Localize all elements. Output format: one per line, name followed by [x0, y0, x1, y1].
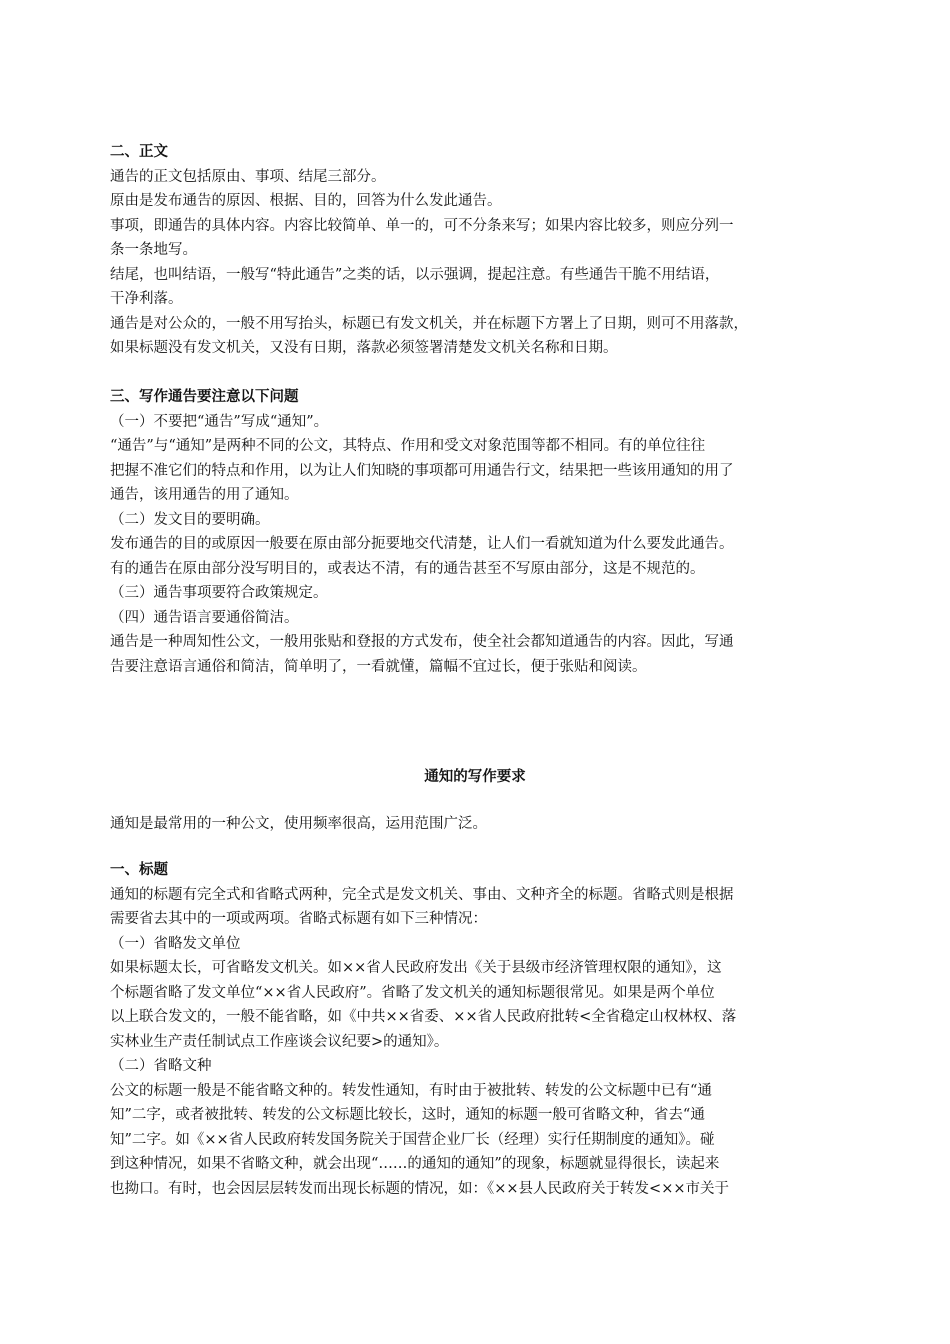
paragraph-line: 结尾，也叫结语，一般写“特此通告”之类的话，以示强调，提起注意。有些通告干脆不用结语， — [110, 266, 720, 283]
paragraph-line: 通告是一种周知性公文，一般用张贴和登报的方式发布，使全社会都知道通告的内容。因此，写通 — [110, 634, 734, 650]
paragraph-line: 干净利落。 — [110, 291, 183, 307]
spacer — [110, 679, 840, 765]
paragraph-line: 到这种情况，如果不省略文种，就会出现“……的通知的通知”的现象，标题就显得很长，读起来 — [110, 1156, 720, 1172]
paragraph-line: 条一条地写。 — [110, 242, 197, 258]
paragraph-line: 知”二字。如《××省人民政府转发国务院关于国营企业厂长（经理）实行任期制度的通知》。碰 — [110, 1131, 715, 1148]
paragraph-line: （四）通告语言要通俗简洁。 — [110, 609, 299, 626]
spacer — [110, 361, 840, 386]
paragraph-line: 需要省去其中的一项或两项。省略式标题有如下三种情况： — [110, 911, 487, 927]
paragraph-line: 实林业生产责任制试点工作座谈会议纪要>的通知》。 — [110, 1033, 449, 1050]
paragraph-line: 也拗口。有时，也会因层层转发而出现长标题的情况，如：《××县人民政府关于转发<××市关于 — [110, 1180, 729, 1197]
paragraph-line: 通告是对公众的，一般不用写抬头，标题已有发文机关，并在标题下方署上了日期，则可不用落款， — [110, 315, 748, 332]
paragraph-line: 以上联合发文的，一般不能省略，如《中共××省委、××省人民政府批转<全省稳定山权林权、落 — [110, 1009, 737, 1025]
paragraph-line: 告要注意语言通俗和简洁，简单明了，一看就懂，篇幅不宜过长，便于张贴和阅读。 — [110, 658, 647, 675]
paragraph-line: 如果标题没有发文机关，又没有日期，落款必须签署清楚发文机关名称和日期。 — [110, 340, 618, 356]
section-heading: 三、写作通告要注意以下问题 — [110, 389, 299, 405]
intro-line: 通知是最常用的一种公文，使用频率很高，运用范围广泛。 — [110, 815, 487, 832]
section-heading: 二、正文 — [110, 144, 168, 160]
paragraph-line: 通告，该用通告的用了通知。 — [110, 487, 299, 503]
paragraph-line: （二）省略文种 — [110, 1058, 212, 1074]
section-heading: 一、标题 — [110, 862, 168, 878]
paragraph-line: 把握不准它们的特点和作用，以为让人们知晓的事项都可用通告行文，结果把一些该用通知的用了 — [110, 462, 734, 479]
paragraph-line: （一）省略发文单位 — [110, 935, 241, 952]
paragraph-line: 公文的标题一般是不能省略文种的。转发性通知，有时由于被批转、转发的公文标题中已有“通 — [110, 1082, 712, 1099]
paragraph-line: “通告”与“通知”是两种不同的公文，其特点、作用和受文对象范围等都不相同。有的单位往往 — [110, 438, 706, 454]
paragraph-line: 知”二字，或者被批转、转发的公文标题比较长，这时，通知的标题一般可省略文种，省去“通 — [110, 1107, 705, 1123]
paragraph-line: （三）通告事项要符合政策规定。 — [110, 585, 328, 601]
paragraph-line: 发布通告的目的或原因一般要在原由部分扼要地交代清楚，让人们一看就知道为什么要发此通告。 — [110, 536, 734, 552]
paragraph-line: 事项，即通告的具体内容。内容比较简单、单一的，可不分条来写；如果内容比较多，则应分列一 — [110, 217, 734, 234]
document-title: 通知的写作要求 — [424, 769, 526, 785]
spacer — [110, 836, 840, 858]
paragraph-line: （二）发文目的要明确。 — [110, 511, 270, 528]
document-page — [110, 140, 840, 1201]
paragraph-line: 个标题省略了发文单位“××省人民政府”。省略了发文机关的通知标题很常见。如果是两个单位 — [110, 984, 715, 1001]
paragraph-line: 通知的标题有完全式和省略式两种，完全式是发文机关、事由、文种齐全的标题。省略式则是根据 — [110, 886, 734, 903]
paragraph-line: （一）不要把“通告”写成“通知”。 — [110, 413, 329, 430]
spacer — [110, 790, 840, 812]
paragraph-line: 通告的正文包括原由、事项、结尾三部分。 — [110, 168, 386, 185]
paragraph-line: 如果标题太长，可省略发文机关。如××省人民政府发出《关于县级市经济管理权限的通知》，这 — [110, 960, 722, 976]
paragraph-line: 有的通告在原由部分没写明目的，或表达不清，有的通告甚至不写原由部分，这是不规范的。 — [110, 560, 705, 577]
paragraph-line: 原由是发布通告的原因、根据、目的，回答为什么发此通告。 — [110, 193, 502, 209]
